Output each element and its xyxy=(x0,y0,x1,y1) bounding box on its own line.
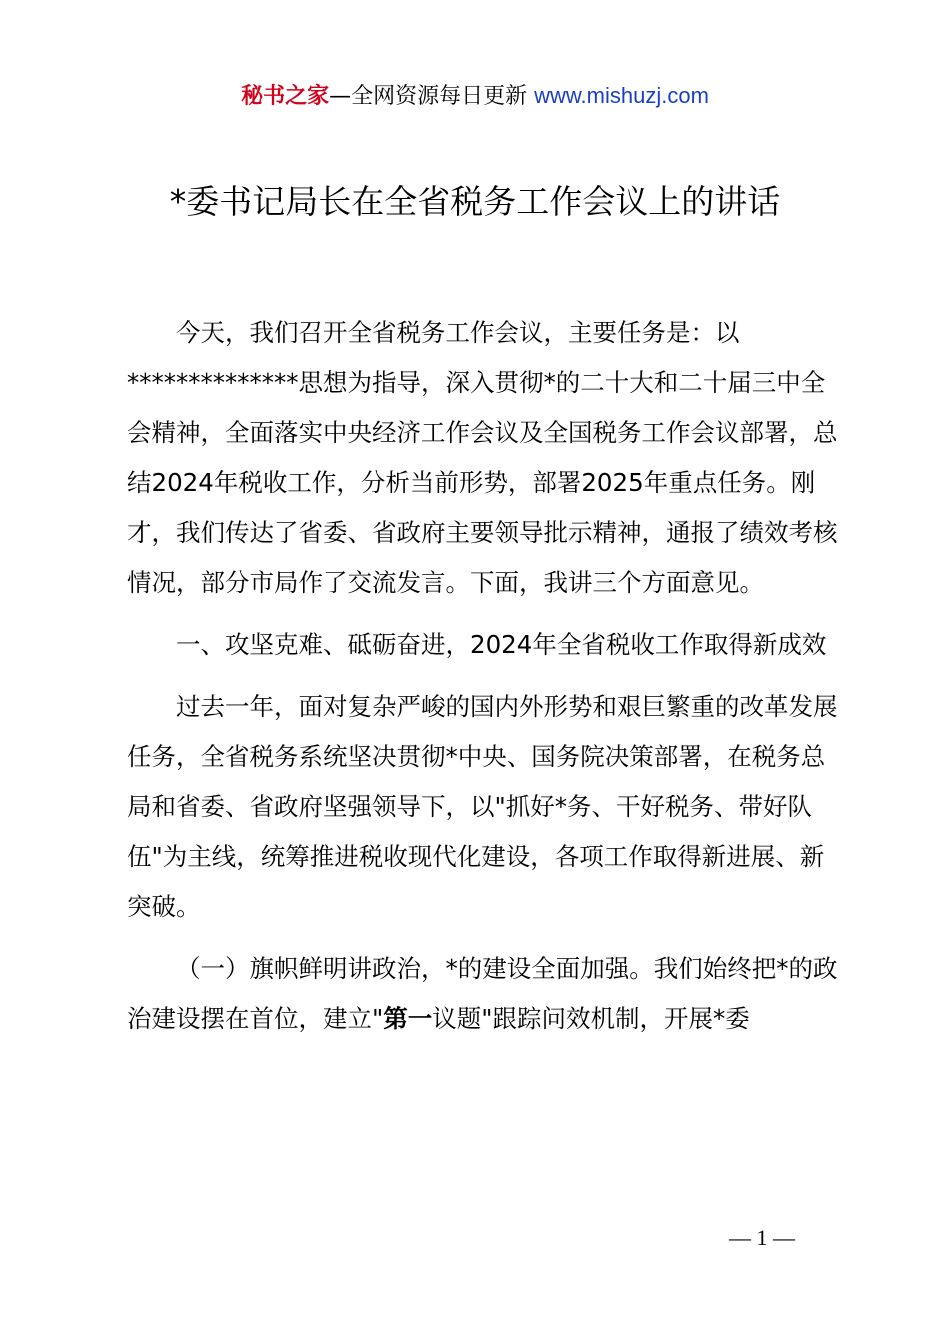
brand-name: 秘书之家 xyxy=(241,84,330,109)
page-number: — 1 — xyxy=(729,1225,795,1250)
document-title: *委书记局长在全省税务工作会议上的讲话 xyxy=(169,182,781,221)
bold-term: 第一 xyxy=(383,1004,433,1033)
subsection-text-end: 议题"跟踪问效机制，开展*委 xyxy=(432,1004,750,1033)
header-tagline: —全网资源每日更新 xyxy=(329,84,535,109)
site-url[interactable]: www.mishuzj.com xyxy=(534,83,709,108)
intro-paragraph: 今天，我们召开全省税务工作会议，主要任务是：以**************思想为指导，深入贯彻*的二十大和二十届三中全会精神，全面落实中央经济工作会议及全国税务工作会议部署，总结2024年税收工作，分析当前形势，部署2025年重点任务。刚才，我们传达了省委、省政府主要领导批示精神，通报了绩效考核情况，部分市局作了交流发言。下面，我讲三个方面意见。 xyxy=(127,318,838,597)
document-body xyxy=(127,308,841,1056)
subsection-text-start: （一）旗帜鲜明讲政治，*的建设全面加强。我们始终把*的政治建设摆在首位，建立" xyxy=(127,954,838,1033)
site-header xyxy=(0,80,950,113)
review-paragraph: 过去一年，面对复杂严峻的国内外形势和艰巨繁重的改革发展任务，全省税务系统坚决贯彻*中央、国务院决策部署，在税务总局和省委、省政府坚强领导下，以"抓好*务、干好税务、带好队伍"为主线，统筹推进税收现代化建设，各项工作取得新进展、新突破。 xyxy=(127,692,838,921)
section-heading-1: 一、攻坚克难、砥砺奋进，2024年全省税收工作取得新成效 xyxy=(176,630,827,659)
subsection-paragraph-1 xyxy=(127,944,841,1044)
